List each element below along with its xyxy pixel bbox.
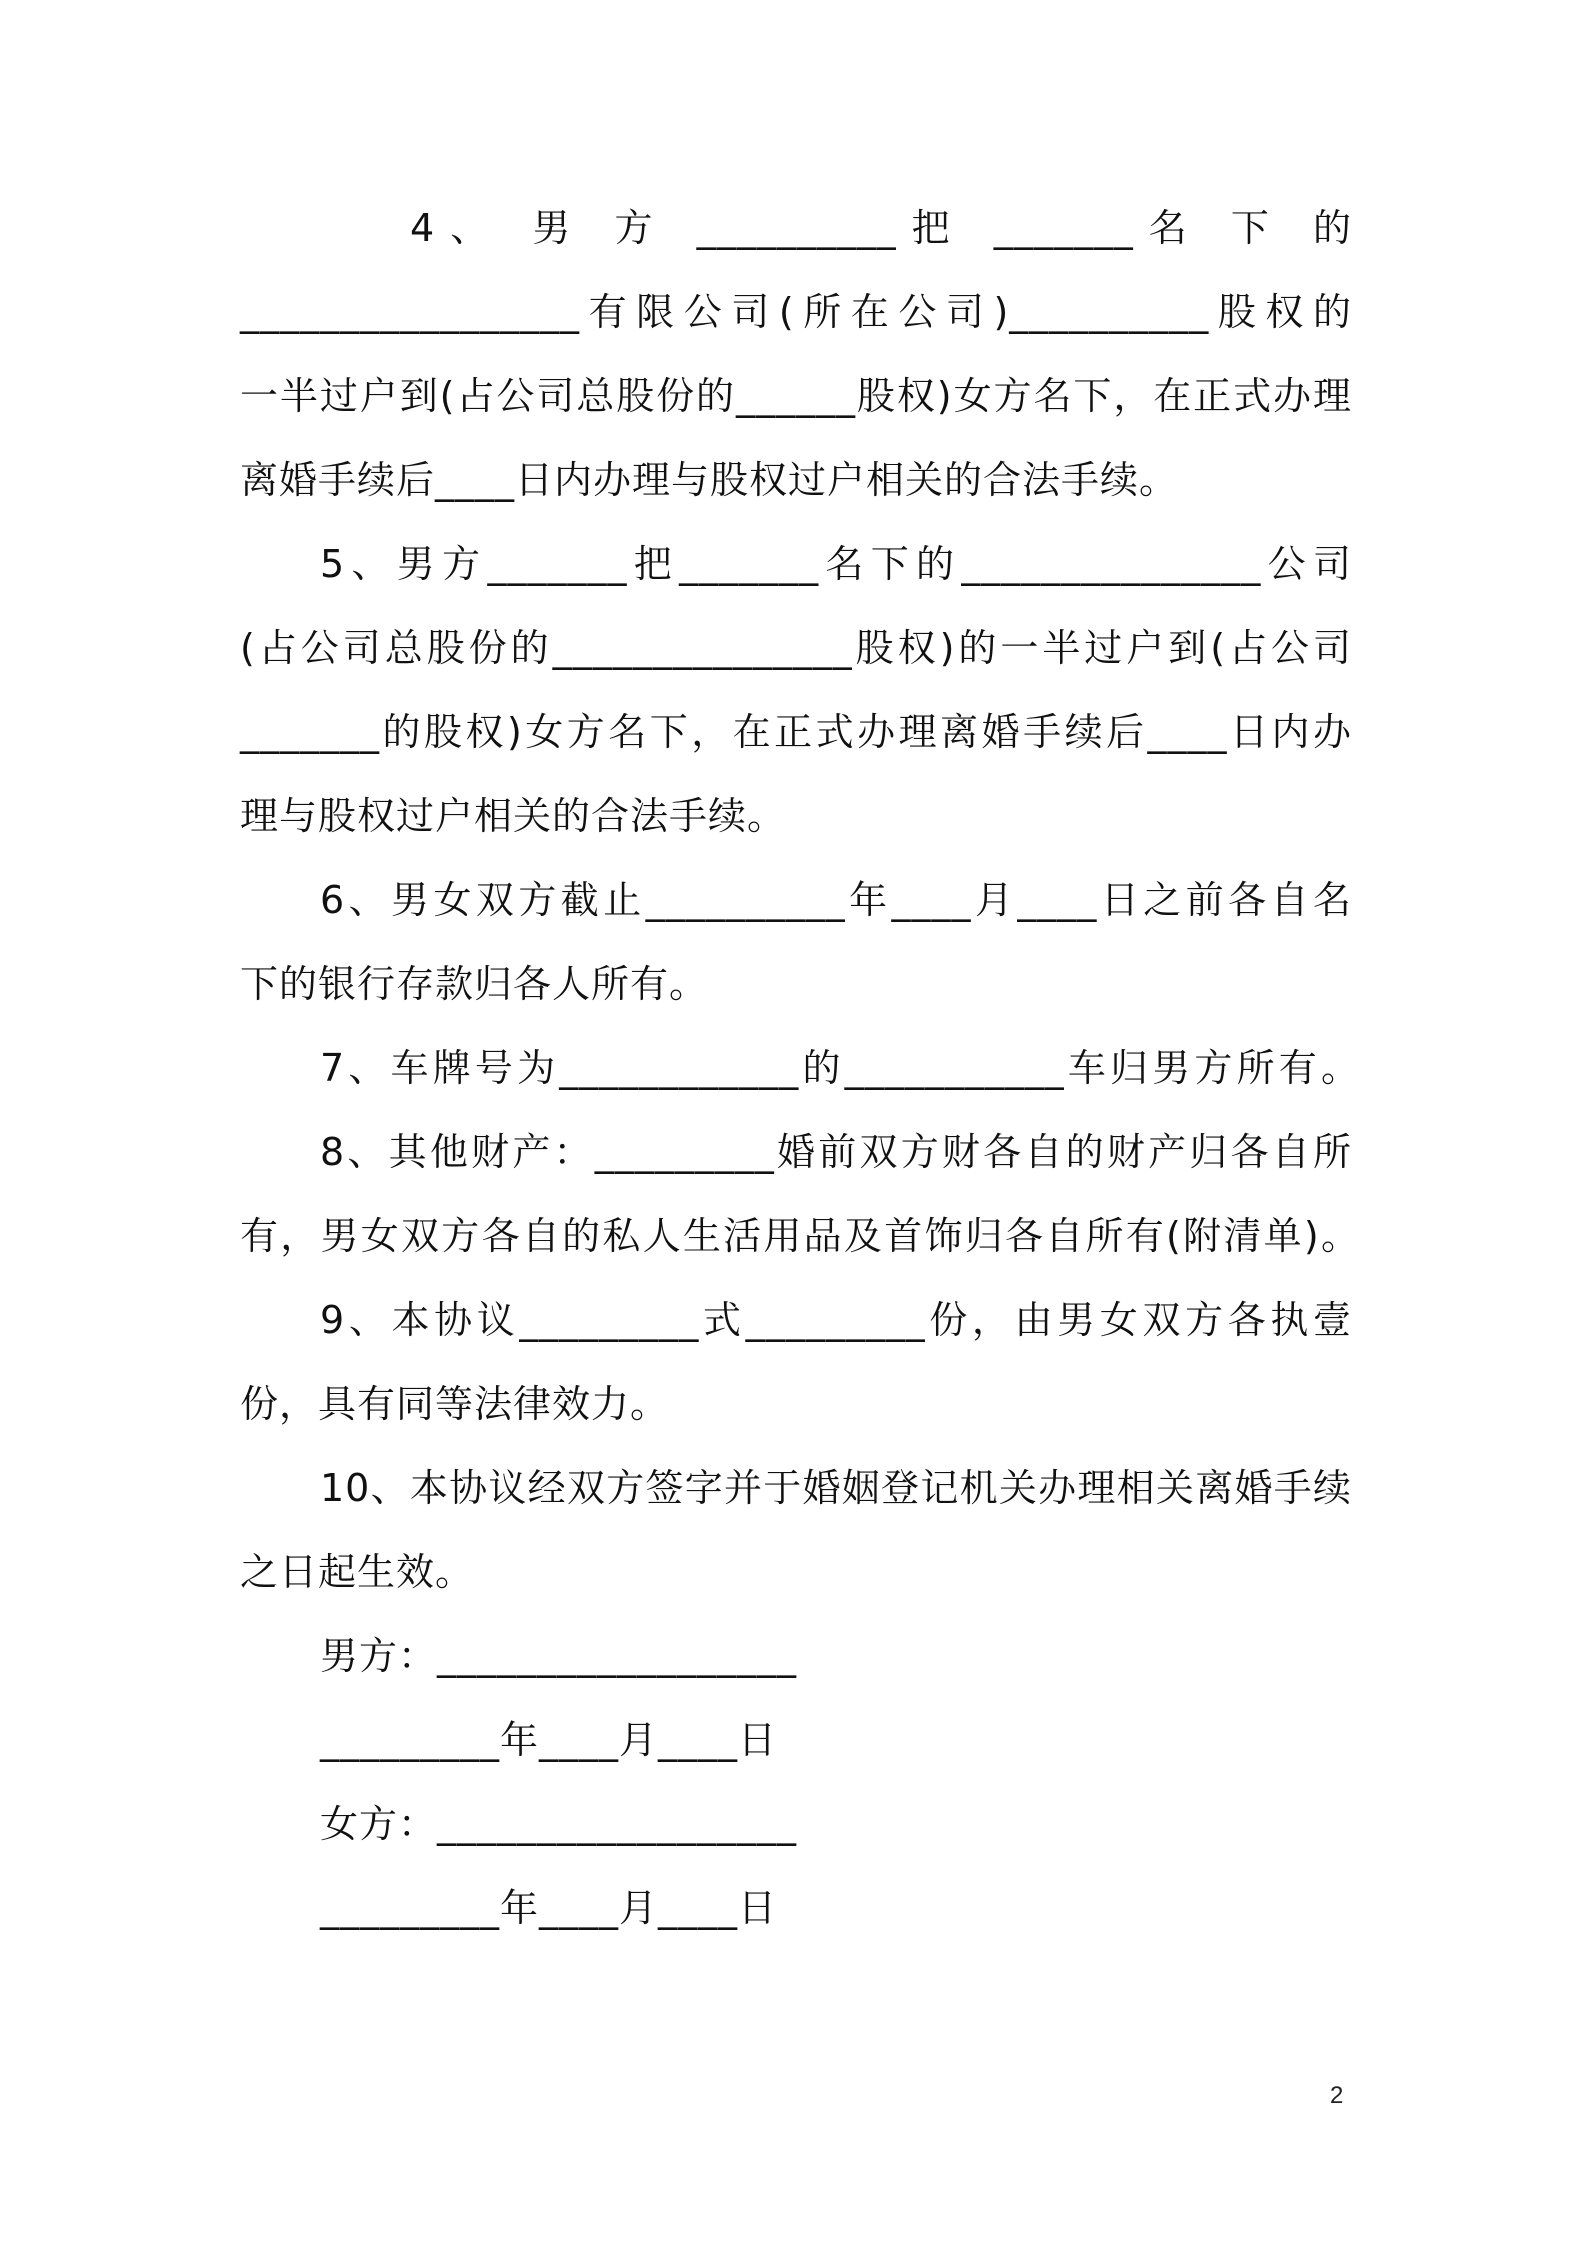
page-number: 2	[1330, 2082, 1344, 2109]
female-signature-line: 女方：__________________	[320, 1802, 798, 1846]
clause-7-line-1: 7、车牌号为____________的___________车归男方所有。	[320, 1046, 1360, 1090]
clause-5-line-1: 5、男方_______把_______名下的_______________公司	[320, 542, 1352, 586]
clause-4-line-4: 离婚手续后____日内办理与股权过户相关的合法手续。	[240, 458, 1179, 502]
clause-10-line-1: 10、本协议经双方签字并于婚姻登记机关办理相关离婚手续	[320, 1466, 1352, 1510]
clause-8-line-2: 有，男女双方各自的私人生活用品及首饰归各自所有(附清单)。	[240, 1214, 1360, 1258]
male-signature-line: 男方：__________________	[320, 1634, 798, 1678]
clause-9-line-1: 9、本协议_________式_________份，由男女双方各执壹	[320, 1298, 1352, 1342]
clause-6-line-1: 6、男女双方截止__________年____月____日之前各自名	[320, 878, 1352, 922]
clause-9-line-2: 份，具有同等法律效力。	[240, 1382, 670, 1426]
clause-5-line-2: (占公司总股份的_______________股权)的一半过户到(占公司	[240, 626, 1352, 670]
clause-4-line-1: 4、 男 方 __________把 _______名 下 的	[410, 206, 1352, 250]
clause-10-line-2: 之日起生效。	[240, 1550, 475, 1594]
male-date-line: _________年____月____日	[320, 1718, 778, 1762]
clause-5-line-3: _______的股权)女方名下，在正式办理离婚手续后____日内办	[240, 710, 1352, 754]
clause-4-line-3: 一半过户到(占公司总股份的______股权)女方名下，在正式办理	[240, 374, 1352, 418]
clause-8-line-1: 8、其他财产：_________婚前双方财各自的财产归各自所	[320, 1130, 1352, 1174]
clause-4-line-2: _________________有限公司(所在公司)__________股权的	[240, 290, 1352, 334]
female-date-line: _________年____月____日	[320, 1886, 778, 1930]
clause-5-line-4: 理与股权过户相关的合法手续。	[240, 794, 787, 838]
clause-6-line-2: 下的银行存款归各人所有。	[240, 962, 709, 1006]
